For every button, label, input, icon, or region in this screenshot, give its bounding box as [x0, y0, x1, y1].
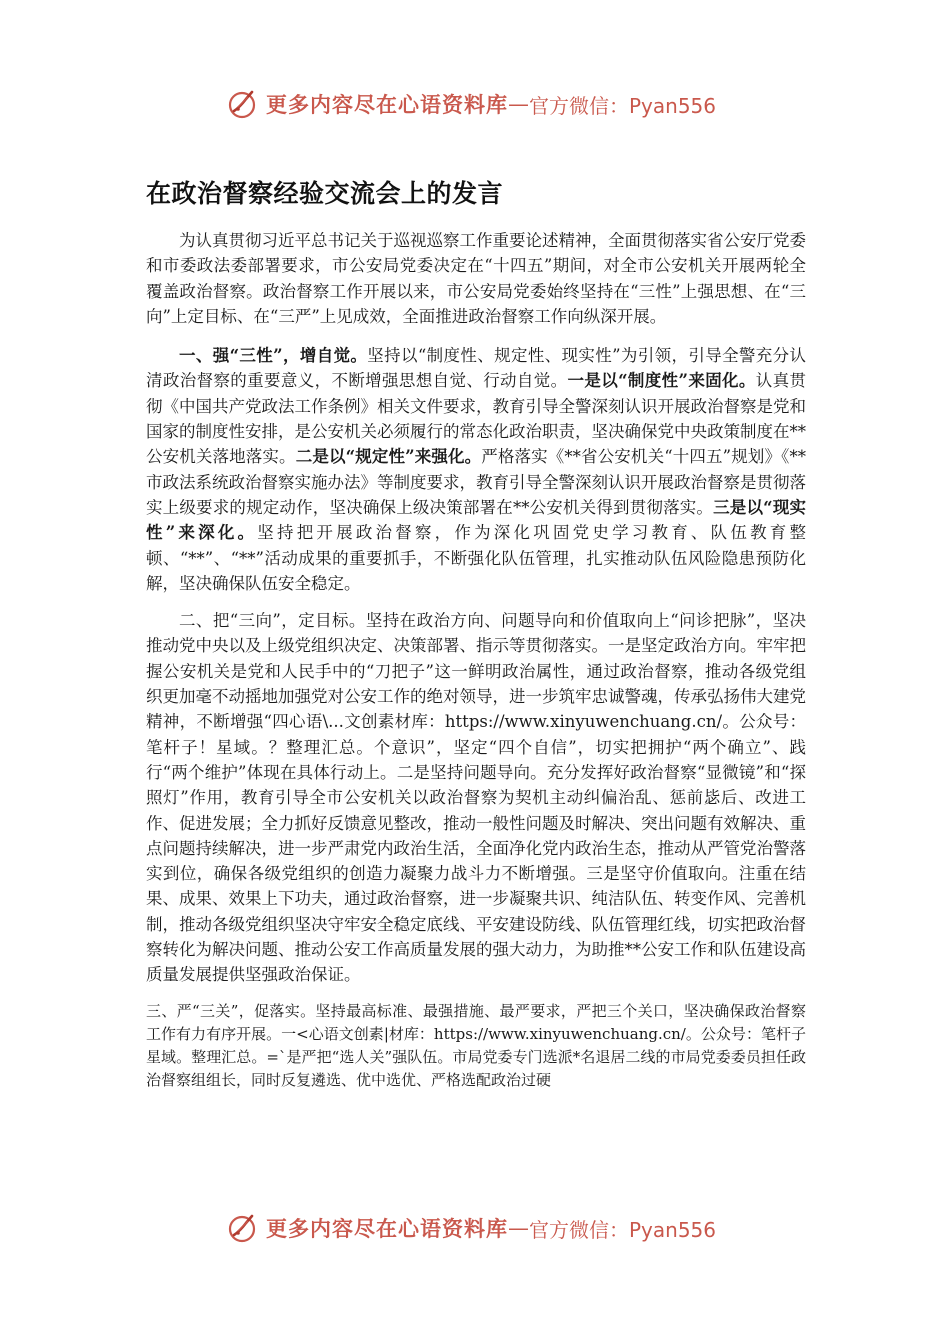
- section-1-point-1-heading: 一是以“制度性”来固化。: [567, 371, 756, 391]
- banner-wechat: 官方微信：Pyan556: [529, 93, 717, 118]
- header-banner: [226, 84, 746, 124]
- intro-paragraph: 为认真贯彻习近平总书记关于巡视巡察工作重要论述精神，全面贯彻落实省公安厅党委和市委政法委部署要求，市公安局党委决定在“十四五”期间，对全市公安机关开展两轮全覆盖政治督察。政治督察工作开展以来，市公安局党委始终坚持在“三性”上强思想、在“三向”上定目标、在“三严”上见成效，全面推进政治督察工作向纵深开展。: [146, 231, 806, 326]
- banner-separator: —: [508, 1216, 529, 1240]
- pen-circle-logo-icon: [226, 1211, 260, 1245]
- pen-circle-logo-icon: [226, 87, 260, 121]
- section-1-point-2-body: 严格落实《**省公安机关“十四五”规划》《**市政法系统政治督察实施办法》等制度要求，教育引导全警深刻认识开展政治督察是贯彻落实上级要求的规定动作，坚决确保上级决策部署在**公安机关得到贯彻落实。: [146, 447, 807, 517]
- section-1-lead: 坚持以“制度性、规定性、现实性”为引领，引导全警充分认清政治督察的重要意义，不断增强思想自觉、行动自觉。: [146, 346, 807, 391]
- banner-text: 更多内容尽在心语资料库: [266, 1216, 508, 1241]
- banner-separator: —: [508, 92, 529, 116]
- section-2-paragraph: 二、把“三向”，定目标。坚持在政治方向、问题导向和价值取向上“问诊把脉”，坚决推动党中央以及上级党组织决定、决策部署、指示等贯彻落实。一是坚定政治方向。牢牢把握公安机关是党和人民手中的“刀把子”这一鲜明政治属性，通过政治督察，推动各级党组织更加毫不动摇地加强党对公安工作的绝对领导，进一步筑牢忠诚警魂，传承弘扬伟大建党精神，不断增强“四心语\...文创素材库：https://www.xinyuwenchuang.cn/。公众号：笔杆子！星域。？整理汇总。个意识”，坚定“四个自信”，切实把拥护“两个确立”、践行“两个维护”体现在具体行动上。二是坚持问题导向。充分发挥好政治督察“显微镜”和“探照灯”作用，教育引导全市公安机关以政治督察为契机主动纠偏治乱、惩前毖后、改进工作、促进发展；全力抓好反馈意见整改，推动一般性问题及时解决、突出问题有效解决、重点问题持续解决，进一步严肃党内政治生活，全面净化党内政治生态，推动从严管党治警落实到位，确保各级党组织的创造力凝聚力战斗力不断增强。三是坚守价值取向。注重在结果、成果、效果上下功夫，通过政治督察，进一步凝聚共识、纯洁队伍、转变作风、完善机制，推动各级党组织坚决守牢安全稳定底线、平安建设防线、队伍管理红线，切实把政治督察转化为解决问题、推动公安工作高质量发展的强大动力，为助推**公安工作和队伍建设高质量发展提供坚强政治保证。: [146, 611, 806, 985]
- section-1-point-3-body: 坚持把开展政治督察，作为深化巩固党史学习教育、队伍教育整顿、“**”、“**”活动成果的重要抓手，不断强化队伍管理，扎实推动队伍风险隐患预防化解，坚决确保队伍安全稳定。: [146, 523, 806, 593]
- section-1-point-3-heading: 三是以“现实性”来深化。: [146, 497, 806, 543]
- document-body: [146, 228, 806, 1104]
- banner-text: 更多内容尽在心语资料库: [266, 92, 508, 117]
- banner-wechat: 官方微信：Pyan556: [529, 1217, 717, 1242]
- section-1-point-2-heading: 二是以“规定性”来强化。: [295, 447, 482, 467]
- document-title: 在政治督察经验交流会上的发言: [146, 179, 504, 208]
- section-1-heading: 一、强“三性”，增自觉。: [179, 346, 368, 366]
- section-1-paragraph: [146, 343, 806, 596]
- footer-banner: [226, 1208, 746, 1248]
- section-3-paragraph: 三、严“三关”，促落实。坚持最高标准、最强措施、最严要求，严把三个关口，坚决确保政治督察工作有力有序开展。一<心语文创素|材库：https://www.xinyuwenchuang.cn/。公众号：笔杆子星域。整理汇总。=`是严把“选人关”强队伍。市局党委专门选派*名退居二线的市局党委委员担任政治督察组组长，同时反复遴选、优中选优、严格选配政治过硬: [146, 1001, 806, 1089]
- section-1-point-1-body: 认真贯彻《中国共产党政法工作条例》相关文件要求，教育引导全警深刻认识开展政治督察是党和国家的制度性安排，是公安机关必须履行的常态化政治职责，坚决确保党中央政策制度在**公安机关落地落实。: [146, 371, 806, 467]
